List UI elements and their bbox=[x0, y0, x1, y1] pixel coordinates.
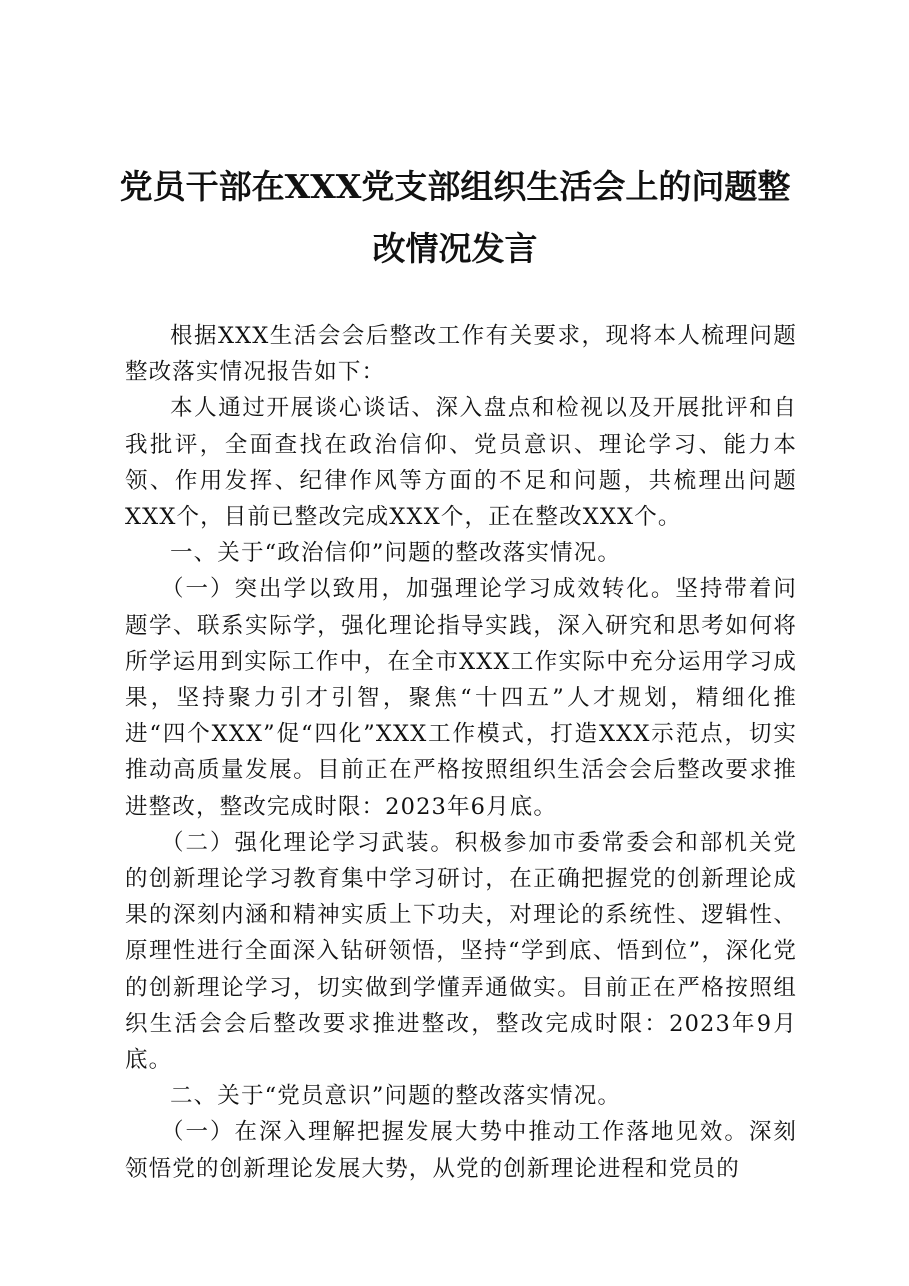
document-title-line-2: 改情况发言 bbox=[372, 229, 538, 268]
section-heading-party-awareness: 二、关于“党员意识”问题的整改落实情况。 bbox=[170, 1083, 622, 1110]
subsection-paragraph: （一）在深入理解把握发展大势中推动工作落地见效。深刻领悟党的创新理论发展大势，从党的创新理论进程和党员的 bbox=[125, 1119, 797, 1182]
intro-paragraph: 根据XXX生活会会后整改工作有关要求，现将本人梳理问题整改落实情况报告如下： bbox=[125, 323, 797, 386]
document-title-line-1: 党员干部在XXX党支部组织生活会上的问题整 bbox=[119, 167, 791, 206]
document-body bbox=[125, 318, 797, 1187]
section-heading-political-belief: 一、关于“政治信仰”问题的整改落实情况。 bbox=[170, 540, 622, 567]
subsection-paragraph: （二）强化理论学习武装。积极参加市委常委会和部机关党的创新理论学习教育集中学习研讨，在正确把握党的创新理论成果的深刻内涵和精神实质上下功夫，对理论的系统性、逻辑性、原理性进行全面深入钻研领悟，坚持“学到底、悟到位”，深化党的创新理论学习，切实做到学懂弄通做实。目前正在严格按照组织生活会会后整改要求推进整改，整改完成时限：2023年9月底。 bbox=[125, 829, 797, 1074]
summary-paragraph: 本人通过开展谈心谈话、深入盘点和检视以及开展批评和自我批评，全面查找在政治信仰、党员意识、理论学习、能力本领、作用发挥、纪律作风等方面的不足和问题，共梳理出问题XXX个，目前已整改完成XXX个，正在整改XXX个。 bbox=[125, 395, 797, 531]
subsection-paragraph: （一）突出学以致用，加强理论学习成效转化。坚持带着问题学、联系实际学，强化理论指导实践，深入研究和思考如何将所学运用到实际工作中，在全市XXX工作实际中充分运用学习成果，坚持聚力引才引智，聚焦“十四五”人才规划，精细化推进“四个XXX”促“四化”XXX工作模式，打造XXX示范点，切实推动高质量发展。目前正在严格按照组织生活会会后整改要求推进整改，整改完成时限：2023年6月底。 bbox=[125, 576, 797, 820]
